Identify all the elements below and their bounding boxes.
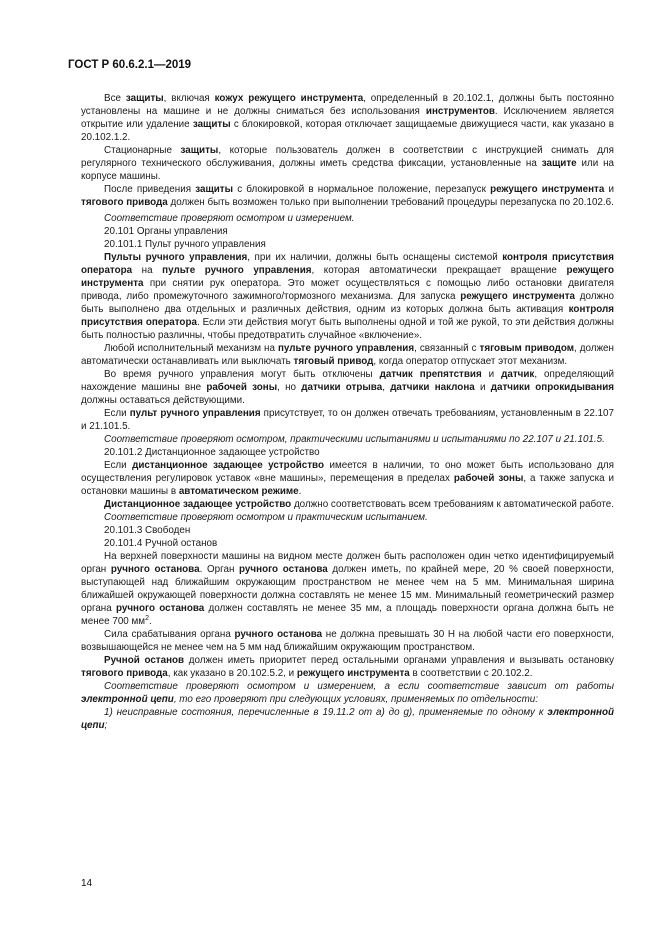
paragraph-panel-requirements: Если пульт ручного управления присутствует, то он должен отвечать требованиям, установленным в 22.107 и 21.101.5. — [81, 408, 614, 432]
document-body — [81, 92, 614, 732]
paragraph-actuator: Любой исполнительный механизм на пульте ручного управления, связанный с тяговым приводом, должен автоматически останавливать или выключать тяговый привод, когда оператор отпускает этот механизм. — [81, 343, 614, 367]
section-heading-manual-panel: 20.101.1 Пульт ручного управления — [104, 239, 266, 250]
page-number: 14 — [81, 878, 93, 889]
compliance-note-1: Соответствие проверяют осмотром и измерением. — [104, 213, 355, 224]
compliance-condition-1: 1) неисправные состояния, перечисленные в 19.11.2 от a) до g), применяемые по одному к электронной цепи; — [81, 707, 614, 731]
compliance-note-2: Соответствие проверяют осмотром, практическими испытаниями и испытаниями по 22.107 и 21.101.5. — [104, 434, 605, 445]
paragraph-stop-force: Сила срабатывания органа ручного останова не должна превышать 30 Н на любой части его поверхности, возвышающейся не менее чем на 5 мм над ближайшим окружающим пространством. — [81, 629, 614, 653]
section-heading-free: 20.101.3 Свободен — [104, 525, 191, 536]
paragraph-remote-requirements: Дистанционное задающее устройство должно соответствовать всем требованиям к автоматической работе. — [104, 499, 615, 510]
paragraph-manual-panel: Пульты ручного управления, при их наличии, должны быть оснащены системой контроля присутствия оператора на пульте ручного управления, которая автоматически прекращает вращение режущего инструмента при снятии рук оператора. Это может осуществляться с помощью либо остановки двигателя привода, либо промежуточного зажимного/тормозного механизма. Для запуска режущего инструмента должно быть выполнено два отдельных и различных действия, одним из которых должна быть активация контроля присутствия оператора. Если эти действия могут быть выполнены одной и той же рукой, то эти действия должны быть полностью различны, чтобы предотвратить случайное «включение». — [81, 252, 615, 341]
paragraph-remote-device: Если дистанционное задающее устройство имеется в наличии, то оно может быть использовано для осуществления регулировок уставок «вне машины», перемещения в пределах рабочей зоны, а также запуска и остановки машины в автоматическом режиме. — [81, 460, 615, 497]
paragraph-fixed-guards: Стационарные защиты, которые пользователь должен в соответствии с инструкцией снимать для регулярного технического обслуживания, должны иметь средства фиксации, установленные на защите или на корпусе машины. — [81, 145, 615, 182]
paragraph-restart: После приведения защиты с блокировкой в нормальное положение, перезапуск режущего инструмента и тягового привода должен быть возможен только при выполнении требований процедуры перезапуска по 20.102.6. — [81, 184, 614, 208]
standard-header: ГОСТ Р 60.6.2.1—2019 — [68, 59, 192, 71]
section-heading-controls: 20.101 Органы управления — [104, 226, 228, 237]
compliance-note-3: Соответствие проверяют осмотром и практическим испытанием. — [104, 512, 428, 523]
section-heading-manual-stop: 20.101.4 Ручной останов — [104, 538, 218, 549]
section-heading-remote-device: 20.101.2 Дистанционное задающее устройство — [104, 447, 320, 458]
paragraph-stop-control: На верхней поверхности машины на видном месте должен быть расположен один четко идентифицируемый орган ручного останова. Орган ручного останова должен иметь, по крайней мере, 20 % своей поверхности, выступающей над ближайшим окружающим пространством не менее чем на 5 мм. Минимальная ширина ближайшей окружающей поверхности должна составлять не менее 15 мм. Минимальный геометрический размер органа ручного останова должен составлять не менее 35 мм, а площадь поверхности органа должна быть не менее 700 $мм^2$. — [81, 551, 615, 627]
paragraph-stop-priority: Ручной останов должен иметь приоритет перед остальными органами управления и вызывать остановку тягового привода, как указано в 20.102.5.2, и режущего инструмента в соответствии с 20.102.2. — [81, 655, 614, 679]
compliance-note-4: Соответствие проверяют осмотром и измерением, а если соответствие зависит от работы электронной цепи, то его проверяют при следующих условиях, применяемых по отдельности: — [81, 681, 614, 705]
paragraph-sensors: Во время ручного управления могут быть отключены датчик препятствия и датчик, определяющий нахождение машины вне рабочей зоны, но датчики отрыва, датчики наклона и датчики опрокидывания должны оставаться действующими. — [81, 369, 615, 406]
paragraph-guards-permanent: Все защиты, включая кожух режущего инструмента, определенный в 20.102.1, должны быть постоянно установлены на машине и не должны сниматься без использования инструментов. Исключением является открытие или удаление защиты с блокировкой, которая отключает защищаемые движущиеся части, как указано в 20.102.1.2. — [81, 93, 615, 143]
